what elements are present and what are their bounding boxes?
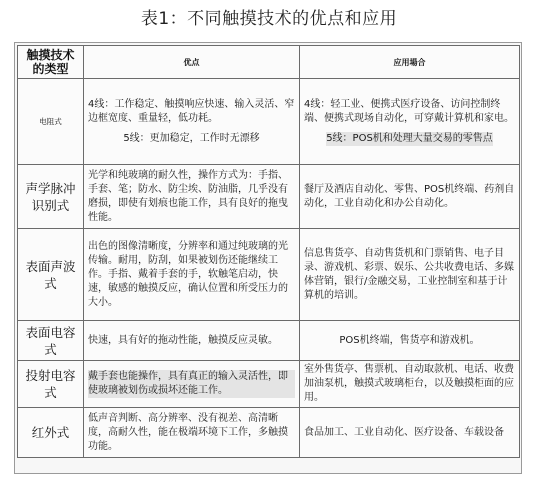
applications-text: 餐厅及酒店自动化、零售、POS机终端、药剂自动化，工业自动化和办公自动化。: [304, 183, 515, 209]
applications-cell: [300, 321, 520, 361]
type-cell: 表面电容式: [18, 321, 84, 361]
applications-cell: [300, 229, 520, 321]
applications-text: 4线：轻工业、便携式医疗设备、访问控制终端、便携式现场自动化，可穿戴计算机和家电。: [304, 98, 514, 124]
type-cell: 投射电容式: [18, 361, 84, 408]
applications-cell: [300, 79, 520, 165]
advantages-text: 5线：更加稳定，工作时无漂移: [123, 132, 260, 144]
header-applications: 应用場合: [300, 46, 520, 79]
advantages-cell: [84, 165, 300, 229]
applications-cell: [300, 361, 520, 408]
comparison-table: [17, 45, 520, 458]
advantages-cell: [84, 321, 300, 361]
advantages-text: 低声音判断、高分辨率、没有视差、高清晰度，高耐久性，能在极端环境下工作，多触摸功能。: [88, 412, 288, 452]
type-cell: 声学脉冲识别式: [18, 165, 84, 229]
table-row: [18, 361, 520, 408]
table-caption: 表1：不同触摸技术的优点和应用: [140, 9, 398, 29]
table-row: [18, 79, 520, 165]
type-cell: 电阻式: [18, 79, 84, 165]
applications-text-highlight: 5线：POS机和处理大量交易的零售点: [326, 132, 493, 144]
advantages-cell: [84, 408, 300, 458]
advantages-text: 光学和纯玻璃的耐久性，操作方式为：手指、手套、笔；防水、防尘埃、防油脂，几乎没有磨损，即使有划痕也能工作，具有良好的拖曳性能。: [88, 169, 288, 223]
advantages-text: 4线：工作稳定、触摸响应快速、输入灵活、窄边框宽度、重量轻，低功耗。: [88, 98, 295, 124]
header-type: 触摸技术的类型: [18, 46, 84, 79]
header-advantages: 优点: [84, 46, 300, 79]
table-row: [18, 408, 520, 458]
advantages-text: 出色的图像清晰度，分辨率和通过纯玻璃的光传输。耐用，防刮，如果被划伤还能继续工作。手指、戴着手套的手，软触笔启动，快速，敏感的触摸反应，确认位置和所受压力的大小。: [88, 240, 288, 308]
table-row: [18, 321, 520, 361]
table-row: [18, 165, 520, 229]
advantages-text: 快速，具有好的拖动性能，触摸反应灵敏。: [88, 334, 278, 346]
advantages-text-highlight: 戴手套也能操作，具有真正的输入灵活性，即使玻璃被划伤或损坏还能工作。: [88, 370, 295, 398]
applications-text: 信息售货亭、自动售货机和门票销售、电子目录、游戏机、彩票、娱乐、公共收费电话、多媒体营销，银行/金融交易，工业控制室和基于计算机的培训。: [304, 247, 514, 301]
applications-cell: [300, 408, 520, 458]
table-header-row: [18, 46, 520, 79]
advantages-cell: [84, 361, 300, 408]
applications-text: 室外售货亭、售票机、自动取款机、电话、收费加油泵机，触摸式玻璃柜台，以及触摸柜面的应用。: [304, 364, 514, 403]
advantages-cell: [84, 79, 300, 165]
type-cell: 红外式: [18, 408, 84, 458]
applications-text: 食品加工、工业自动化、医疗设备、车载设备: [304, 426, 504, 438]
applications-text: POS机终端，售货亭和游戏机。: [339, 334, 480, 346]
type-cell: 表面声波式: [18, 229, 84, 321]
table-row: [18, 229, 520, 321]
advantages-cell: [84, 229, 300, 321]
applications-cell: [300, 165, 520, 229]
